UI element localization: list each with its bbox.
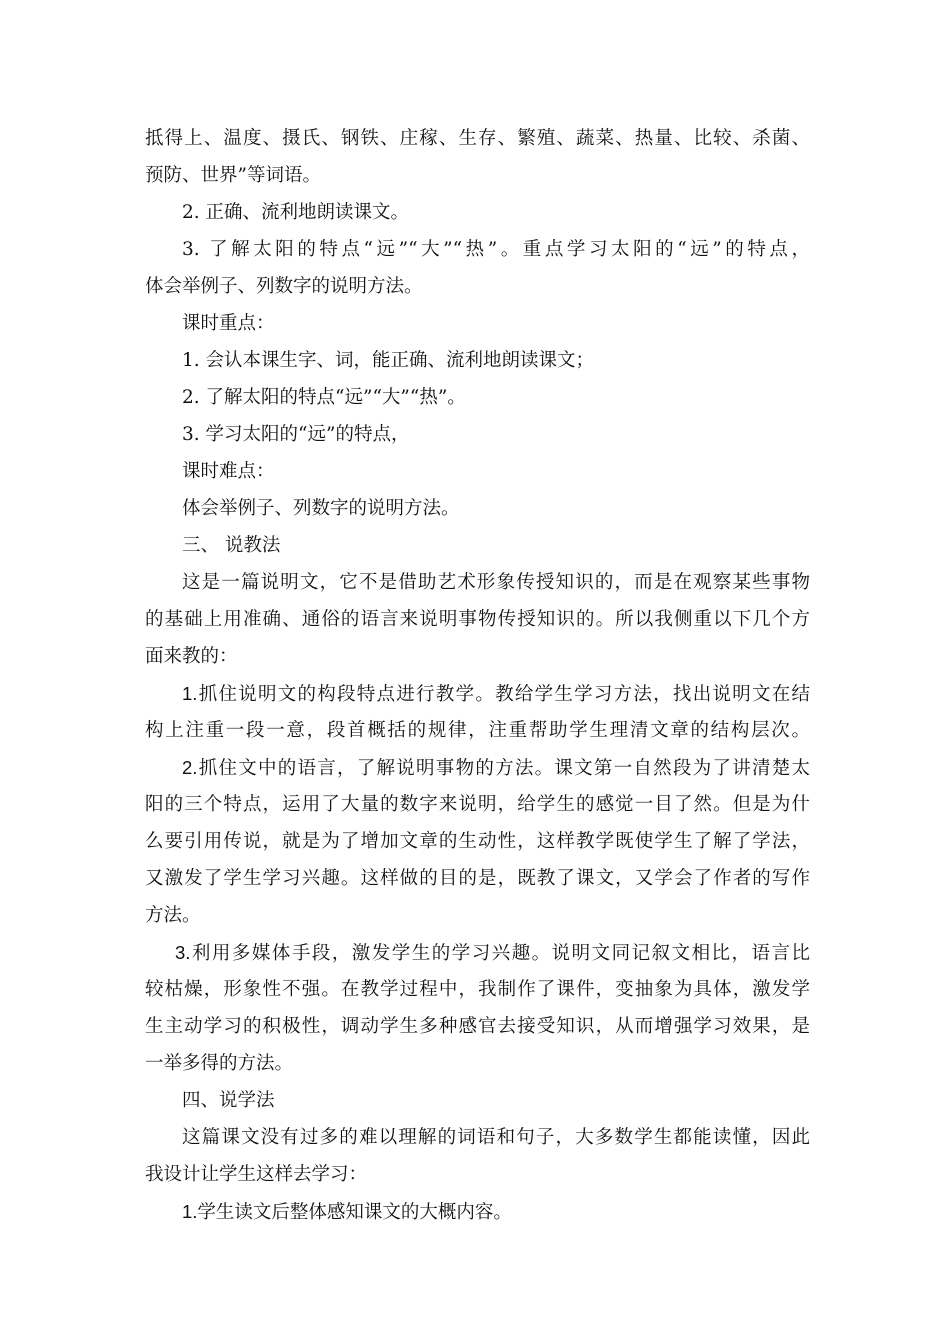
- list-item: 2. 了解太阳的特点“远”“大”“热”。: [182, 387, 466, 408]
- text-line: 么要引用传说，就是为了增加文章的生动性，这样教学既使学生了解了学法，: [145, 831, 810, 852]
- text-line: 构上注重一段一意，段首概括的规律，注重帮助学生理清文章的结构层次。: [145, 720, 810, 741]
- document-body: [145, 120, 810, 1230]
- section-label: 课时难点：: [182, 461, 275, 482]
- text-line: 较枯燥，形象性不强。在教学过程中，我制作了课件，变抽象为具体，激发学: [145, 979, 810, 1000]
- list-item: 3. 学习太阳的“远”的特点，: [182, 424, 410, 445]
- text-line: 方法。: [145, 905, 201, 926]
- text-line: 生主动学习的积极性，调动学生多种感官去接受知识，从而增强学习效果，是: [145, 1016, 810, 1037]
- section-heading: 四、说学法: [182, 1090, 275, 1111]
- text-line: 抵得上、温度、摄氏、钢铁、庄稼、生存、繁殖、蔬菜、热量、比较、杀菌、: [145, 128, 810, 149]
- text-line: 2.抓住文中的语言，了解说明事物的方法。课文第一自然段为了讲清楚太: [182, 757, 810, 778]
- text-line: 2. 正确、流利地朗读课文。: [182, 202, 410, 223]
- text-line: 体会举例子、列数字的说明方法。: [145, 276, 423, 297]
- text-line: 3. 了解太阳的特点“远”“大”“热”。重点学习太阳的“远”的特点，: [182, 239, 810, 260]
- text-line: 体会举例子、列数字的说明方法。: [182, 498, 460, 519]
- text-line: 一举多得的方法。: [145, 1053, 294, 1074]
- text-line: 阳的三个特点，运用了大量的数字来说明，给学生的感觉一目了然。但是为什: [145, 794, 810, 815]
- text-line: 这篇课文没有过多的难以理解的词语和句子，大多数学生都能读懂，因此: [182, 1127, 810, 1148]
- section-heading: 三、 说教法: [182, 535, 281, 556]
- section-label: 课时重点：: [182, 313, 275, 334]
- text-line: 1.抓住说明文的构段特点进行教学。教给学生学习方法，找出说明文在结: [182, 683, 810, 704]
- text-line: 这是一篇说明文，它不是借助艺术形象传授知识的，而是在观察某些事物: [182, 572, 810, 593]
- text-line: 3.利用多媒体手段，激发学生的学习兴趣。说明文同记叙文相比，语言比: [175, 942, 810, 963]
- text-line: 我设计让学生这样去学习：: [145, 1164, 368, 1185]
- list-item: 1. 会认本课生字、词，能正确、流利地朗读课文；: [182, 350, 595, 371]
- text-line: 面来教的：: [145, 646, 238, 667]
- text-line: 预防、世界”等词语。: [145, 165, 321, 186]
- text-line: 的基础上用准确、通俗的语言来说明事物传授知识的。所以我侧重以下几个方: [145, 609, 810, 630]
- list-item: 1.学生读文后整体感知课文的大概内容。: [182, 1201, 512, 1222]
- text-line: 又激发了学生学习兴趣。这样做的目的是，既教了课文，又学会了作者的写作: [145, 868, 810, 889]
